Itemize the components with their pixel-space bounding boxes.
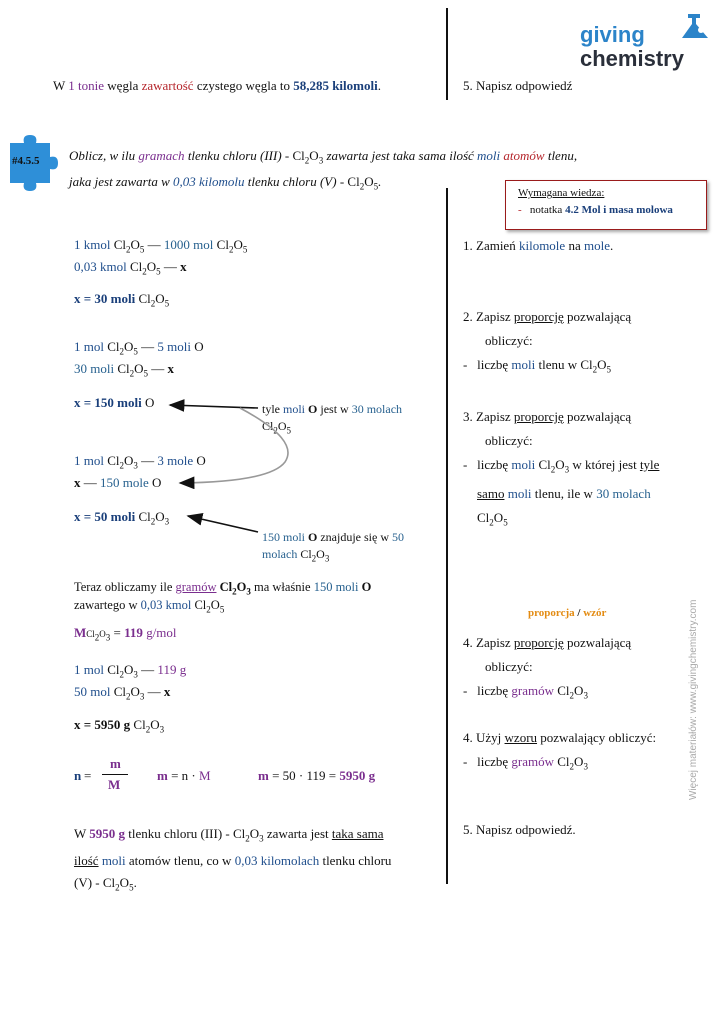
arrow-note-1 — [170, 405, 258, 408]
arrow-curve — [180, 408, 288, 483]
logo — [580, 14, 716, 72]
step-1: 1. Zamień kilomole na mole. — [463, 238, 614, 253]
previous-answer: W 1 tonie węgla zawartość czystego węgla to 58,285 kilomoli. — [53, 78, 381, 93]
formula-m: m = n · M — [157, 768, 211, 783]
note-1: tyle moli O jest w 30 molach $Cl_2O_5$ — [262, 402, 403, 436]
note-2: 150 moli O znajduje się w 50 molach $Cl_2O_3$ — [262, 530, 405, 564]
step-2: 2. Zapisz proporcję pozwalającą obliczyć: - liczbę moli tlenu w $Cl_2O_5$ — [463, 309, 632, 375]
calc-row-2: 0,03 kmol $Cl_2O_5$ — x — [74, 259, 187, 277]
task-line-1: Oblicz, w ilu gramach tlenku chloru $(III) - Cl_2O_3$ zawarta jest taka sama ilość moli atomów tlenu, — [69, 148, 578, 166]
method-label: proporcja / wzór — [528, 607, 607, 619]
text-now-calc-1: Teraz obliczamy ile gramów $Cl_2O_3$ ma właśnie 150 moli O — [74, 580, 372, 597]
formula-n: n = m M — [74, 756, 134, 796]
calc-result-2: x = 150 moli O — [74, 395, 155, 410]
calc-row-1: 1 kmol $Cl_2O_5$ — 1000 mol $Cl_2O_5$ — [74, 237, 248, 255]
calc-result-4: x = 5950 g $Cl_2O_3$ — [74, 717, 165, 735]
calc-row-10: 1 mol $Cl_2O_3$ — 119 g — [74, 662, 187, 680]
final-answer: W 5950 g tlenku chloru $(III) - Cl_2O_3$ zawarta jest taka sama ilość moli atomów tlenu, co w 0,03 kilomolach tlenku chloru $(V) - Cl_2O_5$. — [74, 826, 392, 893]
previous-step-5: 5. Napisz odpowiedź — [463, 78, 573, 93]
logo-line-1: giving — [580, 22, 645, 47]
formula-result: m = 50 · 119 = 5950 g — [258, 768, 376, 783]
calc-row-4: 1 mol $Cl_2O_5$ — 5 moli O — [74, 339, 204, 357]
calc-row-7: 1 mol $Cl_2O_3$ — 3 mole O — [74, 453, 206, 471]
calc-row-5: 30 moli $Cl_2O_5$ — x — [74, 361, 175, 379]
logo-line-2: chemistry — [580, 46, 684, 71]
divider-top — [446, 8, 448, 100]
required-knowledge-title: Wymagana wiedza: — [518, 187, 605, 199]
step-4: 4. Zapisz proporcję pozwalającą obliczyć: - liczbę gramów $Cl_2O_3$ — [463, 635, 632, 701]
molar-mass: $MCl_2O_3 = 119$ g/mol — [74, 625, 177, 643]
calc-result-1: x = 30 moli $Cl_2O_5$ — [74, 291, 170, 309]
calc-result-3: x = 50 moli $Cl_2O_3$ — [74, 509, 170, 527]
step-3: 3. Zapisz proporcję pozwalającą obliczyć: - liczbę moli $Cl_2O_3$ w której jest tyle samo moli tlenu, ile w 30 molach $Cl_2O_5$ — [463, 409, 660, 528]
required-knowledge-item: - notatka 4.2 Mol i masa molowa — [518, 204, 673, 216]
calc-row-11: 50 mol $Cl_2O_3$ — x — [74, 684, 171, 702]
arrows-overlay — [0, 0, 446, 560]
text-now-calc-2: zawartego w 0,03 kmol $Cl_2O_5$ — [74, 598, 225, 615]
step-5: 5. Napisz odpowiedź. — [463, 822, 576, 837]
footer-link[interactable]: Więcej materiałów: www.givingchemistry.com — [688, 599, 699, 800]
task-number: #4.5.5 — [12, 155, 40, 167]
calc-row-8: x — 150 mole O — [74, 475, 162, 490]
task-line-2: jaka jest zawarta w 0,03 kilomolu tlenku chloru $(V) - Cl_2O_5$. — [69, 174, 382, 192]
arrow-note-2 — [188, 516, 258, 532]
step-4b: 4. Użyj wzoru pozwalający obliczyć: - liczbę gramów $Cl_2O_3$ — [463, 730, 657, 772]
flask-icon — [674, 10, 714, 42]
required-knowledge-box — [505, 180, 707, 230]
divider-main — [446, 188, 448, 884]
